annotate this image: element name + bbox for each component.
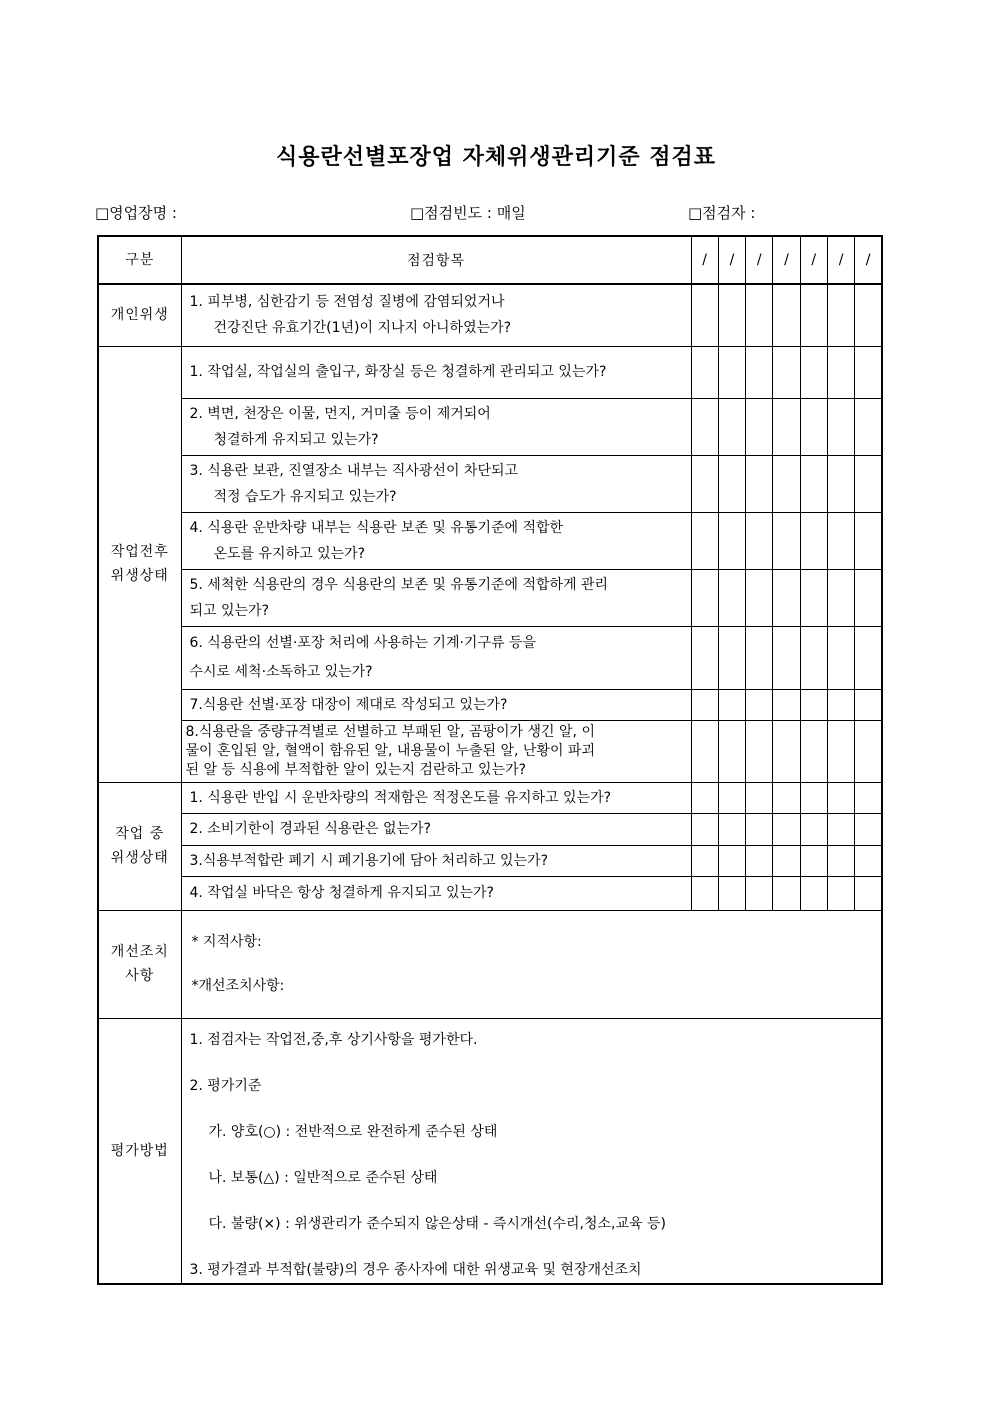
item-line: 1. 피부병, 심한감기 등 전염성 질병에 감염되었거나	[189, 294, 505, 311]
document-title: 식용란선별포장업 자체위생관리기준 점검표	[275, 145, 717, 170]
method-line: 다. 불량(×) : 위생관리가 준수되지 않은상태 - 즉시개선(수리,청소,교육 등)	[208, 1215, 666, 1232]
check-cell	[746, 455, 773, 512]
item-line: 수시로 세척·소독하고 있는가?	[189, 663, 373, 680]
table-row	[98, 720, 882, 782]
inspector-field: □점검자 :	[688, 204, 756, 222]
check-cell	[800, 845, 827, 876]
check-cell	[691, 398, 718, 455]
check-cell	[746, 720, 773, 782]
item-line: 5. 세척한 식용란의 경우 식용란의 보존 및 유통기준에 적합하게 관리	[189, 576, 609, 593]
check-cell	[827, 876, 854, 910]
note-line: *개선조치사항:	[191, 978, 285, 994]
item-cell	[181, 569, 691, 626]
check-cell	[746, 284, 773, 346]
check-cell	[773, 284, 800, 346]
check-cell	[746, 845, 773, 876]
category-cell	[98, 1018, 181, 1284]
item-line: 건강진단 유효기간(1년)이 지나지 아니하였는가?	[213, 320, 512, 337]
item-cell	[181, 689, 691, 720]
item-line: 온도를 유지하고 있는가?	[213, 545, 366, 562]
check-cell	[800, 455, 827, 512]
check-cell	[855, 398, 882, 455]
method-line: 나. 보통(△) : 일반적으로 준수된 상태	[208, 1169, 438, 1186]
check-cell	[718, 876, 745, 910]
date-header-cell: /	[718, 236, 745, 284]
check-cell	[800, 284, 827, 346]
corrective-action-cell	[181, 910, 882, 1018]
item-line: 적정 습도가 유지되고 있는가?	[213, 488, 397, 505]
check-cell	[827, 720, 854, 782]
check-cell	[691, 720, 718, 782]
method-line: 가. 양호(○) : 전반적으로 완전하게 준수된 상태	[208, 1123, 498, 1140]
table-row	[98, 626, 882, 689]
check-cell	[800, 782, 827, 813]
category-cell	[98, 346, 181, 782]
inspection-frequency-field: □점검빈도 : 매일	[410, 204, 526, 222]
check-cell	[746, 813, 773, 845]
check-cell	[773, 455, 800, 512]
check-cell	[746, 876, 773, 910]
table-row	[98, 910, 882, 1018]
table-row	[98, 284, 882, 346]
check-cell	[827, 782, 854, 813]
check-cell	[855, 845, 882, 876]
item-cell	[181, 782, 691, 813]
item-line: 물이 혼입된 알, 혈액이 함유된 알, 내용물이 누출된 알, 난황이 파괴	[185, 742, 595, 759]
check-cell	[855, 782, 882, 813]
item-cell	[181, 512, 691, 569]
inspection-checklist-table	[97, 235, 883, 1285]
category-line: 작업 중	[115, 826, 165, 842]
item-cell	[181, 626, 691, 689]
table-row	[98, 512, 882, 569]
check-cell	[827, 813, 854, 845]
check-cell	[800, 569, 827, 626]
check-cell	[800, 813, 827, 845]
item-cell	[181, 398, 691, 455]
method-line: 3. 평가결과 부적합(불량)의 경우 종사자에 대한 위생교육 및 현장개선조치	[189, 1261, 642, 1278]
check-cell	[773, 512, 800, 569]
check-cell	[773, 626, 800, 689]
item-line: 6. 식용란의 선별·포장 처리에 사용하는 기계·기구류 등을	[189, 634, 536, 651]
item-cell	[181, 284, 691, 346]
category-cell	[98, 782, 181, 910]
item-line: 된 알 등 식용에 부적합한 알이 있는지 검란하고 있는가?	[185, 761, 527, 778]
check-cell	[691, 512, 718, 569]
check-cell	[718, 626, 745, 689]
col-header-category: 구분	[98, 236, 181, 284]
category-line: 개선조치	[110, 944, 169, 960]
check-cell	[800, 720, 827, 782]
check-cell	[773, 876, 800, 910]
check-cell	[827, 346, 854, 398]
table-row	[98, 813, 882, 845]
check-cell	[718, 813, 745, 845]
check-cell	[800, 689, 827, 720]
category-line: 평가방법	[110, 1142, 169, 1159]
check-cell	[746, 569, 773, 626]
category-cell	[98, 910, 181, 1018]
check-cell	[827, 512, 854, 569]
table-row	[98, 689, 882, 720]
check-cell	[800, 398, 827, 455]
check-cell	[855, 689, 882, 720]
evaluation-method-cell	[181, 1018, 882, 1284]
check-cell	[827, 398, 854, 455]
item-line: 4. 작업실 바닥은 항상 청결하게 유지되고 있는가?	[189, 885, 494, 901]
table-row	[98, 1018, 882, 1284]
check-cell	[691, 626, 718, 689]
check-cell	[691, 876, 718, 910]
check-cell	[718, 284, 745, 346]
check-cell	[718, 569, 745, 626]
table-row	[98, 455, 882, 512]
check-cell	[855, 813, 882, 845]
check-cell	[691, 346, 718, 398]
check-cell	[691, 813, 718, 845]
check-cell	[691, 782, 718, 813]
date-header-cell: /	[800, 236, 827, 284]
check-cell	[827, 689, 854, 720]
check-cell	[691, 845, 718, 876]
check-cell	[718, 845, 745, 876]
table-row	[98, 398, 882, 455]
item-line: 2. 벽면, 천장은 이물, 먼지, 거미줄 등이 제거되어	[189, 405, 491, 422]
check-cell	[773, 782, 800, 813]
check-cell	[827, 455, 854, 512]
date-header-cell: /	[773, 236, 800, 284]
check-cell	[855, 512, 882, 569]
check-cell	[855, 626, 882, 689]
check-cell	[855, 455, 882, 512]
check-cell	[855, 876, 882, 910]
check-cell	[773, 398, 800, 455]
check-cell	[773, 813, 800, 845]
check-cell	[746, 512, 773, 569]
date-header-cell: /	[691, 236, 718, 284]
check-cell	[800, 346, 827, 398]
item-cell	[181, 845, 691, 876]
check-cell	[746, 626, 773, 689]
table-row	[98, 346, 882, 398]
item-line: 8.식용란을 중량규격별로 선별하고 부패된 알, 곰팡이가 생긴 알, 이	[185, 723, 595, 740]
item-line: 1. 작업실, 작업실의 출입구, 화장실 등은 청결하게 관리되고 있는가?	[189, 364, 607, 380]
item-cell	[181, 876, 691, 910]
check-cell	[718, 512, 745, 569]
check-cell	[773, 569, 800, 626]
item-line: 3.식용부적합란 폐기 시 폐기용기에 담아 처리하고 있는가?	[189, 852, 549, 869]
col-header-item: 점검항목	[181, 236, 691, 284]
check-cell	[855, 569, 882, 626]
item-line: 4. 식용란 운반차량 내부는 식용란 보존 및 유통기준에 적합한	[189, 519, 564, 536]
check-cell	[855, 346, 882, 398]
check-cell	[746, 398, 773, 455]
check-cell	[718, 782, 745, 813]
table-row	[98, 782, 882, 813]
check-cell	[718, 398, 745, 455]
table-row	[98, 876, 882, 910]
item-line: 청결하게 유지되고 있는가?	[213, 431, 379, 448]
check-cell	[855, 284, 882, 346]
check-cell	[746, 346, 773, 398]
check-cell	[800, 512, 827, 569]
check-cell	[773, 720, 800, 782]
item-line: 1. 식용란 반입 시 운반차량의 적재함은 적정온도를 유지하고 있는가?	[189, 789, 612, 806]
date-header-cell: /	[827, 236, 854, 284]
item-line: 되고 있는가?	[189, 602, 270, 619]
check-cell	[691, 689, 718, 720]
check-cell	[855, 720, 882, 782]
check-cell	[773, 689, 800, 720]
item-cell	[181, 346, 691, 398]
item-line: 3. 식용란 보관, 진열장소 내부는 직사광선이 차단되고	[189, 462, 519, 479]
check-cell	[827, 569, 854, 626]
check-cell	[718, 689, 745, 720]
method-line: 1. 점검자는 작업전,중,후 상기사항을 평가한다.	[189, 1031, 478, 1048]
check-cell	[691, 569, 718, 626]
check-cell	[718, 346, 745, 398]
category-cell: 개인위생	[98, 284, 181, 346]
table-row	[98, 845, 882, 876]
business-name-field: □영업장명 :	[95, 204, 177, 222]
table-row	[98, 569, 882, 626]
item-cell	[181, 813, 691, 845]
check-cell	[773, 346, 800, 398]
item-cell	[181, 720, 691, 782]
method-line: 2. 평가기준	[189, 1077, 262, 1094]
item-line: 2. 소비기한이 경과된 식용란은 없는가?	[189, 821, 431, 837]
check-cell	[691, 455, 718, 512]
date-header-cell: /	[746, 236, 773, 284]
check-cell	[691, 284, 718, 346]
category-line: 위생상태	[110, 568, 169, 584]
check-cell	[773, 845, 800, 876]
check-cell	[800, 626, 827, 689]
check-cell	[827, 626, 854, 689]
category-line: 사항	[125, 968, 155, 984]
check-cell	[718, 720, 745, 782]
check-cell	[827, 845, 854, 876]
item-cell	[181, 455, 691, 512]
check-cell	[718, 455, 745, 512]
note-line: * 지적사항:	[191, 934, 262, 950]
check-cell	[827, 284, 854, 346]
item-line: 7.식용란 선별·포장 대장이 제대로 작성되고 있는가?	[189, 696, 508, 713]
category-line: 위생상태	[110, 850, 169, 866]
check-cell	[746, 782, 773, 813]
date-header-cell: /	[855, 236, 882, 284]
check-cell	[800, 876, 827, 910]
table-header-row	[98, 236, 882, 284]
category-line: 작업전후	[110, 544, 169, 560]
check-cell	[746, 689, 773, 720]
